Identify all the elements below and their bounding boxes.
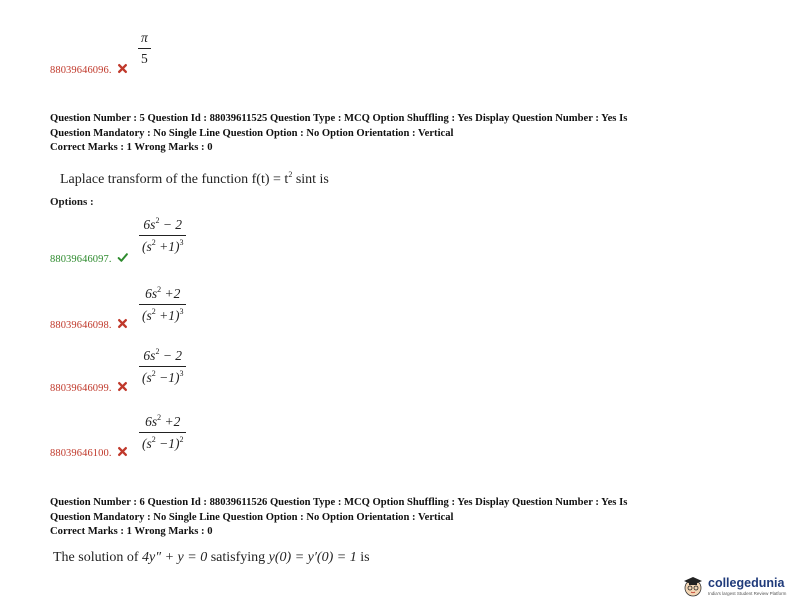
- fraction-bar: [139, 304, 186, 305]
- check-mark-icon: [117, 252, 128, 263]
- question-meta-line: Question Mandatory : No Single Line Question Option : No Option Orientation : Vertical: [50, 511, 454, 523]
- fraction-numerator: $6s^2 - 2$: [143, 216, 183, 232]
- option-id: 88039646096.: [50, 65, 112, 76]
- option-row: [50, 318, 128, 331]
- wrong-mark-icon: [117, 446, 128, 457]
- fraction-denominator: 5: [141, 51, 148, 66]
- fraction-denominator: $(s^2 +1)^3$: [142, 238, 184, 254]
- question-meta-line: Question Number : 6 Question Id : 88039611526 Question Type : MCQ Option Shuffling : Yes Display Question Number : Yes Is: [50, 497, 628, 508]
- option-row: [50, 381, 128, 394]
- stem-exponent: 2: [288, 170, 293, 179]
- fraction-denominator: $(s^2 -1)^3$: [142, 369, 184, 385]
- wrong-mark-icon: [117, 318, 128, 329]
- question-5-stem: [60, 170, 329, 188]
- stem-text: sint is: [292, 172, 329, 187]
- stem-text: is: [356, 550, 370, 565]
- wrong-mark-icon: [117, 381, 128, 392]
- question-meta-line: Correct Marks : 1 Wrong Marks : 0: [50, 526, 213, 537]
- stem-text: The solution of: [53, 550, 143, 565]
- option-2-fraction: [139, 285, 186, 324]
- wrong-mark-icon: [117, 63, 128, 74]
- question-meta-line: Question Number : 5 Question Id : 88039611525 Question Type : MCQ Option Shuffling : Yes Display Question Number : Yes Is: [50, 113, 628, 124]
- fraction-bar: [139, 366, 186, 367]
- logo-wordmark: collegedunia: [708, 576, 785, 590]
- option-3-fraction: [139, 347, 186, 386]
- question-meta-line: Question Mandatory : No Single Line Question Option : No Option Orientation : Vertical: [50, 127, 454, 139]
- prev-option-fraction: [138, 30, 151, 67]
- option-id: 88039646100.: [50, 448, 112, 459]
- fraction-numerator: $6s^2 - 2$: [143, 347, 183, 363]
- question-meta-line: Correct Marks : 1 Wrong Marks : 0: [50, 142, 213, 153]
- question-6-stem: [53, 550, 370, 566]
- logo-tagline: India's largest Student Review Platform: [708, 591, 787, 596]
- option-4-fraction: [139, 413, 186, 452]
- fraction-denominator: $(s^2 -1)^2$: [142, 435, 184, 451]
- graduate-avatar-icon: [681, 574, 705, 598]
- option-id: 88039646099.: [50, 383, 112, 394]
- fraction-bar: [139, 235, 186, 236]
- option-row: [50, 252, 128, 265]
- option-row: [50, 446, 128, 459]
- fraction-bar: [138, 48, 151, 49]
- option-1-fraction: [139, 216, 186, 255]
- stem-text: Laplace transform of the function f(t) = t: [60, 172, 289, 187]
- option-row: [50, 63, 128, 76]
- fraction-bar: [139, 432, 186, 433]
- question-6-meta: [50, 496, 750, 540]
- question-5-meta: [50, 112, 750, 156]
- fraction-denominator: $(s^2 +1)^3$: [142, 307, 184, 323]
- collegedunia-logo: [681, 574, 786, 598]
- fraction-numerator: π: [141, 30, 148, 45]
- stem-text: satisfying: [207, 550, 269, 565]
- option-id: 88039646097.: [50, 254, 112, 265]
- options-label: Options :: [50, 196, 94, 208]
- option-id: 88039646098.: [50, 320, 112, 331]
- fraction-numerator: $6s^2 +2$: [145, 413, 181, 429]
- stem-equation: 4y″ + y = 0: [142, 550, 208, 565]
- fraction-numerator: $6s^2 +2$: [145, 285, 181, 301]
- stem-condition: y(0) = y′(0) = 1: [268, 550, 357, 565]
